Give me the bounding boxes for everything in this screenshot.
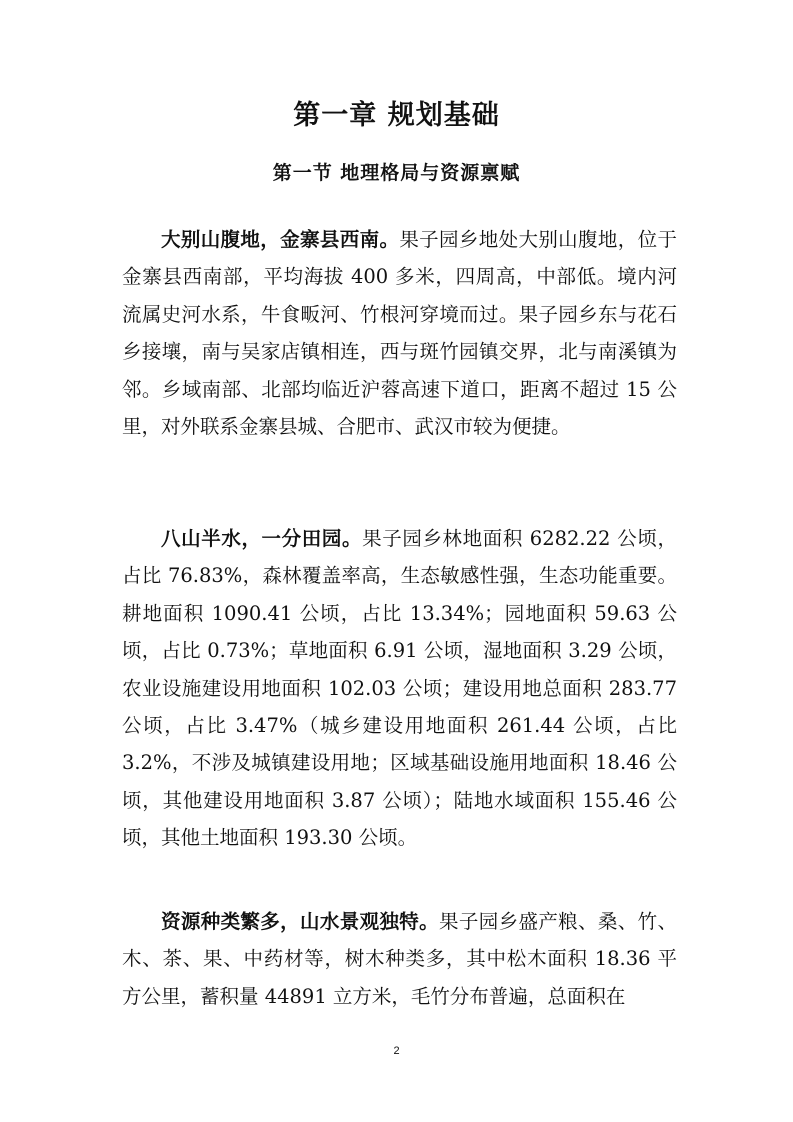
paragraph-lead: 八山半水，一分田园。 — [161, 527, 363, 550]
paragraph-text: 果子园乡地处大别山腹地，位于金寨县西南部，平均海拔 400 多米，四周高，中部低。境内河流属史河水系，牛食畈河、竹根河穿境而过。果子园乡东与花石乡接壤，南与吴家店镇相连，西与斑竹园镇交界，北与南溪镇为邻。乡域南部、北部均临近沪蓉高速下道口，距离不超过 15 公里，对外联系金寨县城、合肥市、武汉市较为便捷。 — [122, 228, 677, 439]
paragraph-land-use — [122, 520, 677, 857]
paragraph-text: 果子园乡林地面积 6282.22 公顷，占比 76.83%，森林覆盖率高，生态敏感性强，生态功能重要。耕地面积 1090.41 公顷，占比 13.34%；园地面积 59.63 公顷，占比 0.73%；草地面积 6.91 公顷，湿地面积 3.29 公顷，农业设施建设用地面积 102.03 公顷；建设用地总面积 283.77 公顷，占比 3.47%（城乡建设用地面积 261.44 公顷，占比 3.2%，不涉及城镇建设用地；区域基础设施用地面积 18.46 公顷，其他建设用地面积 3.87 公顷）；陆地水域面积 155.46 公顷，其他土地面积 193.30 公顷。 — [122, 527, 677, 850]
section-title: 第一节 地理格局与资源禀赋 — [272, 162, 521, 184]
paragraph-geography — [122, 221, 677, 445]
paragraph-text: 果子园乡盛产粮、桑、竹、木、茶、果、中药材等，树木种类多，其中松木面积 18.36 平方公里，蓄积量 44891 立方米，毛竹分布普遍，总面积在 — [122, 910, 677, 1008]
paragraph-lead: 资源种类繁多，山水景观独特。 — [161, 910, 440, 933]
page-number: 2 — [393, 1045, 400, 1057]
chapter-title: 第一章 规划基础 — [293, 100, 500, 131]
paragraph-resources — [122, 903, 677, 1015]
paragraph-lead: 大别山腹地，金寨县西南。 — [161, 228, 400, 251]
